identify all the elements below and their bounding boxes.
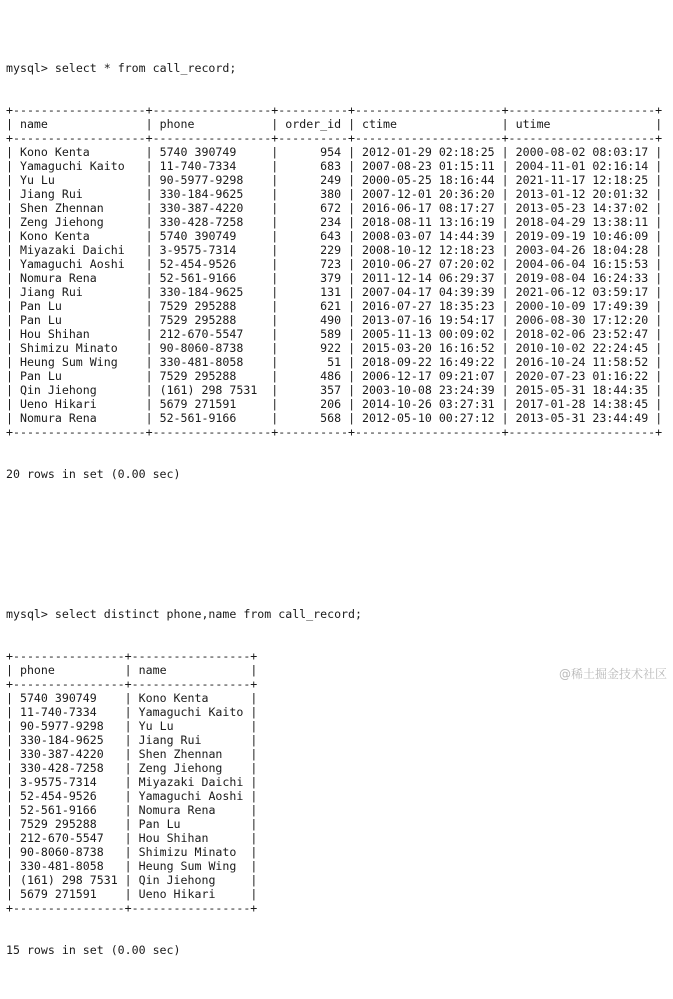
query2-table-cell: 90-8060-8738: [19, 845, 118, 859]
query1-table-cell: 249: [285, 173, 342, 187]
query1-block: [6, 33, 662, 509]
query1-table-cell: Shimizu Minato: [19, 341, 139, 355]
query1-table-cell: 2021-11-17 12:18:25: [515, 173, 649, 187]
query1-table-row: | Zeng Jiehong | 330-428-7258 | 234 | 2018-08-11 13:16:19 | 2018-04-29 13:38:11 |: [6, 215, 663, 229]
query1-table-cell: 3-9575-7314: [159, 243, 265, 257]
query2-table-cell: 3-9575-7314: [19, 775, 118, 789]
query2-table-header-row: | phone | name |: [6, 663, 258, 677]
query2-sql: select distinct phone,name from call_record;: [54, 607, 362, 621]
query2-table-cell: Qin Jiehong: [138, 873, 244, 887]
query1-table-cell: 723: [285, 257, 342, 271]
query1-table-row: | Shimizu Minato | 90-8060-8738 | 922 | 2015-03-20 16:16:52 | 2010-10-02 22:24:45 |: [6, 341, 663, 355]
query1-table-row: | Pan Lu | 7529 295288 | 486 | 2006-12-17 09:21:07 | 2020-07-23 01:16:22 |: [6, 369, 663, 383]
query1-table-column-header: phone: [159, 117, 265, 131]
query2-table-cell: 7529 295288: [19, 817, 118, 831]
query1-table-cell: 2008-10-12 12:18:23: [362, 243, 495, 257]
query2-table-border-bottom: +----------------+-----------------+: [6, 901, 258, 915]
query1-table-cell: 357: [285, 383, 342, 397]
query1-table-cell: 229: [285, 243, 342, 257]
query1-table-cell: Yamaguchi Kaito: [19, 159, 139, 173]
query1-table-cell: Pan Lu: [19, 313, 139, 327]
query1-table-cell: 2018-09-22 16:49:22: [362, 355, 495, 369]
blank-line: [6, 537, 662, 551]
query1-table-cell: 51: [285, 355, 342, 369]
query1-table-cell: 2008-03-07 14:44:39: [362, 229, 495, 243]
query1-table-cell: 212-670-5547: [159, 327, 265, 341]
query1-table-row: | Nomura Rena | 52-561-9166 | 379 | 2011-12-14 06:29:37 | 2019-08-04 16:24:33 |: [6, 271, 663, 285]
query1-table-cell: 2016-06-17 08:17:27: [362, 201, 495, 215]
query1-table-cell: 683: [285, 159, 342, 173]
query1-table-row: | Pan Lu | 7529 295288 | 621 | 2016-07-27 18:35:23 | 2000-10-09 17:49:39 |: [6, 299, 663, 313]
query2-table-row: | 330-184-9625 | Jiang Rui |: [6, 733, 258, 747]
query1-table-cell: (161) 298 7531: [159, 383, 265, 397]
query1-sql: select * from call_record;: [54, 61, 237, 75]
query1-table-cell: 2003-04-26 18:04:28: [515, 243, 649, 257]
query1-table-cell: 2016-10-24 11:58:52: [515, 355, 649, 369]
query1-table-cell: 5679 271591: [159, 397, 265, 411]
query1-table-row: | Pan Lu | 7529 295288 | 490 | 2013-07-16 19:54:17 | 2006-08-30 17:12:20 |: [6, 313, 663, 327]
query2-table-cell: Hou Shihan: [138, 831, 244, 845]
query2-table-row: | 90-5977-9298 | Yu Lu |: [6, 719, 258, 733]
query2-table-cell: 5740 390749: [19, 691, 118, 705]
query1-table-cell: 2007-12-01 20:36:20: [362, 187, 495, 201]
query1-table-cell: 2018-04-29 13:38:11: [515, 215, 649, 229]
query1-table-cell: 330-387-4220: [159, 201, 265, 215]
query1-table-cell: 672: [285, 201, 342, 215]
query1-table-cell: 52-561-9166: [159, 411, 265, 425]
query2-table-cell: 90-5977-9298: [19, 719, 118, 733]
query1-table-column-header: ctime: [362, 117, 495, 131]
query1-table-row: | Kono Kenta | 5740 390749 | 643 | 2008-03-07 14:44:39 | 2019-09-19 10:46:09 |: [6, 229, 663, 243]
query1-table-cell: 330-184-9625: [159, 187, 265, 201]
query1-table-cell: 589: [285, 327, 342, 341]
query2-table-cell: 330-387-4220: [19, 747, 118, 761]
query2-table-cell: 330-428-7258: [19, 761, 118, 775]
query2-table-cell: Zeng Jiehong: [138, 761, 244, 775]
query2-table-cell: Miyazaki Daichi: [138, 775, 244, 789]
watermark-text: @稀土掘金技术社区: [558, 667, 667, 681]
query1-table-cell: Miyazaki Daichi: [19, 243, 139, 257]
query1-table-cell: 2010-06-27 07:20:02: [362, 257, 495, 271]
query1-table-cell: 7529 295288: [159, 299, 265, 313]
query2-table-cell: 212-670-5547: [19, 831, 118, 845]
query1-result-table: [6, 103, 662, 439]
query1-table-cell: Qin Jiehong: [19, 383, 139, 397]
query1-table-cell: 2003-10-08 23:24:39: [362, 383, 495, 397]
query1-table-row: | Ueno Hikari | 5679 271591 | 206 | 2014-10-26 03:27:31 | 2017-01-28 14:38:45 |: [6, 397, 663, 411]
query2-table-row: | (161) 298 7531 | Qin Jiehong |: [6, 873, 258, 887]
query2-table-cell: 330-481-8058: [19, 859, 118, 873]
query1-table-cell: 90-5977-9298: [159, 173, 265, 187]
query2-prompt: mysql>: [6, 607, 55, 621]
query1-table-cell: 234: [285, 215, 342, 229]
query2-table-cell: 52-561-9166: [19, 803, 118, 817]
query2-table-row: | 52-561-9166 | Nomura Rena |: [6, 803, 258, 817]
query1-table-border-bottom: +-------------------+-----------------+----------+---------------------+---------------------+: [6, 425, 663, 439]
query1-table-row: | Kono Kenta | 5740 390749 | 954 | 2012-01-29 02:18:25 | 2000-08-02 08:03:17 |: [6, 145, 663, 159]
query1-table-cell: 2012-05-10 00:27:12: [362, 411, 495, 425]
query1-table-column-header: order_id: [285, 117, 342, 131]
query1-table-cell: 2017-01-28 14:38:45: [515, 397, 649, 411]
query1-table-cell: 2016-07-27 18:35:23: [362, 299, 495, 313]
query1-table-border-header: +-------------------+-----------------+----------+---------------------+---------------------+: [6, 131, 663, 145]
query1-table-row: | Shen Zhennan | 330-387-4220 | 672 | 2016-06-17 08:17:27 | 2013-05-23 14:37:02 |: [6, 201, 663, 215]
query1-table-cell: 2018-08-11 13:16:19: [362, 215, 495, 229]
query1-table-row: | Yu Lu | 90-5977-9298 | 249 | 2000-05-25 18:16:44 | 2021-11-17 12:18:25 |: [6, 173, 663, 187]
terminal-output: [6, 5, 662, 999]
query1-table-cell: Heung Sum Wing: [19, 355, 139, 369]
query2-table-row: | 5679 271591 | Ueno Hikari |: [6, 887, 258, 901]
query1-table-cell: 379: [285, 271, 342, 285]
query1-footer: 20 rows in set (0.00 sec): [6, 467, 181, 481]
query1-table-cell: Nomura Rena: [19, 271, 139, 285]
query1-table-cell: 643: [285, 229, 342, 243]
query1-table-cell: 2013-07-16 19:54:17: [362, 313, 495, 327]
query2-block: [6, 579, 662, 985]
query1-table-cell: Nomura Rena: [19, 411, 139, 425]
query2-table-cell: Ueno Hikari: [138, 887, 244, 901]
query2-table-cell: 330-184-9625: [19, 733, 118, 747]
query1-table-row: | Yamaguchi Aoshi | 52-454-9526 | 723 | 2010-06-27 07:20:02 | 2004-06-04 16:15:53 |: [6, 257, 663, 271]
query1-table-cell: 2010-10-02 22:24:45: [515, 341, 649, 355]
query2-table-cell: 5679 271591: [19, 887, 118, 901]
query1-table-row: | Miyazaki Daichi | 3-9575-7314 | 229 | 2008-10-12 12:18:23 | 2003-04-26 18:04:28 |: [6, 243, 663, 257]
query1-table-cell: 330-481-8058: [159, 355, 265, 369]
query1-table-cell: 206: [285, 397, 342, 411]
query1-table-cell: 2012-01-29 02:18:25: [362, 145, 495, 159]
query2-result-table: [6, 649, 662, 915]
query1-prompt: mysql>: [6, 61, 55, 75]
query1-table-cell: 2006-08-30 17:12:20: [515, 313, 649, 327]
query2-table-cell: Yamaguchi Aoshi: [138, 789, 244, 803]
query1-table-cell: Jiang Rui: [19, 187, 139, 201]
query1-table-cell: 2000-08-02 08:03:17: [515, 145, 649, 159]
query2-table-cell: 52-454-9526: [19, 789, 118, 803]
query1-table-cell: 2011-12-14 06:29:37: [362, 271, 495, 285]
query1-table-cell: 330-184-9625: [159, 285, 265, 299]
query2-table-row: | 5740 390749 | Kono Kenta |: [6, 691, 258, 705]
query1-table-cell: 2020-07-23 01:16:22: [515, 369, 649, 383]
query1-table-cell: 2013-01-12 20:01:32: [515, 187, 649, 201]
query1-table-cell: 11-740-7334: [159, 159, 265, 173]
query1-table-cell: Zeng Jiehong: [19, 215, 139, 229]
query1-table-row: | Jiang Rui | 330-184-9625 | 380 | 2007-12-01 20:36:20 | 2013-01-12 20:01:32 |: [6, 187, 663, 201]
query2-table-cell: Kono Kenta: [138, 691, 244, 705]
query1-table-cell: 2004-06-04 16:15:53: [515, 257, 649, 271]
query2-table-row: | 3-9575-7314 | Miyazaki Daichi |: [6, 775, 258, 789]
query2-table-row: | 330-387-4220 | Shen Zhennan |: [6, 747, 258, 761]
query1-table-cell: Pan Lu: [19, 299, 139, 313]
query1-table-cell: 52-454-9526: [159, 257, 265, 271]
query1-table-border-top: +-------------------+-----------------+----------+---------------------+---------------------+: [6, 103, 663, 117]
query1-table-cell: 954: [285, 145, 342, 159]
query1-table-cell: Kono Kenta: [19, 229, 139, 243]
query1-table-cell: 2014-10-26 03:27:31: [362, 397, 495, 411]
query1-table-cell: 2000-10-09 17:49:39: [515, 299, 649, 313]
query2-table-column-header: phone: [19, 663, 118, 677]
query1-table-cell: Hou Shihan: [19, 327, 139, 341]
query2-table-border-top: +----------------+-----------------+: [6, 649, 258, 663]
query2-table-row: | 212-670-5547 | Hou Shihan |: [6, 831, 258, 845]
query2-table-cell: Nomura Rena: [138, 803, 244, 817]
query1-table-row: | Yamaguchi Kaito | 11-740-7334 | 683 | 2007-08-23 01:15:11 | 2004-11-01 02:16:14 |: [6, 159, 663, 173]
query1-table-row: | Hou Shihan | 212-670-5547 | 589 | 2005-11-13 00:09:02 | 2018-02-06 23:52:47 |: [6, 327, 663, 341]
query1-table-cell: 2007-08-23 01:15:11: [362, 159, 495, 173]
query2-table-row: | 90-8060-8738 | Shimizu Minato |: [6, 845, 258, 859]
query2-table-cell: Pan Lu: [138, 817, 244, 831]
query1-table-cell: 2007-04-17 04:39:39: [362, 285, 495, 299]
query1-table-cell: 568: [285, 411, 342, 425]
query1-table-cell: Jiang Rui: [19, 285, 139, 299]
query1-table-cell: 490: [285, 313, 342, 327]
query1-table-cell: 2018-02-06 23:52:47: [515, 327, 649, 341]
query1-table-column-header: utime: [515, 117, 649, 131]
query1-table-cell: 2019-09-19 10:46:09: [515, 229, 649, 243]
query2-table-cell: (161) 298 7531: [19, 873, 118, 887]
query1-table-cell: 52-561-9166: [159, 271, 265, 285]
query1-table-cell: 2004-11-01 02:16:14: [515, 159, 649, 173]
query2-table-row: | 330-428-7258 | Zeng Jiehong |: [6, 761, 258, 775]
query2-command-line: [6, 607, 662, 621]
query1-table-cell: 621: [285, 299, 342, 313]
query1-table-cell: Yu Lu: [19, 173, 139, 187]
query1-table-header-row: | name | phone | order_id | ctime | utime |: [6, 117, 663, 131]
query2-table-cell: Shimizu Minato: [138, 845, 244, 859]
query1-table-cell: 131: [285, 285, 342, 299]
query2-table-border-header: +----------------+-----------------+: [6, 677, 258, 691]
query1-table-cell: 5740 390749: [159, 229, 265, 243]
query1-table-cell: 7529 295288: [159, 313, 265, 327]
query1-table-cell: Yamaguchi Aoshi: [19, 257, 139, 271]
query1-table-row: | Jiang Rui | 330-184-9625 | 131 | 2007-04-17 04:39:39 | 2021-06-12 03:59:17 |: [6, 285, 663, 299]
query1-table-cell: 2005-11-13 00:09:02: [362, 327, 495, 341]
query2-table-cell: Yamaguchi Kaito: [138, 705, 244, 719]
query1-table-cell: 2013-05-23 14:37:02: [515, 201, 649, 215]
query1-table-cell: 2000-05-25 18:16:44: [362, 173, 495, 187]
query2-table-row: | 52-454-9526 | Yamaguchi Aoshi |: [6, 789, 258, 803]
query2-table-cell: 11-740-7334: [19, 705, 118, 719]
query1-table-cell: Kono Kenta: [19, 145, 139, 159]
query1-table-cell: 2006-12-17 09:21:07: [362, 369, 495, 383]
query1-table-cell: Pan Lu: [19, 369, 139, 383]
query1-table-cell: 2015-03-20 16:16:52: [362, 341, 495, 355]
query1-table-cell: 2013-05-31 23:44:49: [515, 411, 649, 425]
query1-table-cell: 90-8060-8738: [159, 341, 265, 355]
query1-table-cell: Shen Zhennan: [19, 201, 139, 215]
query2-table-column-header: name: [138, 663, 244, 677]
query1-table-row: | Nomura Rena | 52-561-9166 | 568 | 2012-05-10 00:27:12 | 2013-05-31 23:44:49 |: [6, 411, 663, 425]
query2-table-cell: Shen Zhennan: [138, 747, 244, 761]
query1-table-cell: 2019-08-04 16:24:33: [515, 271, 649, 285]
query1-table-cell: 2021-06-12 03:59:17: [515, 285, 649, 299]
query1-table-cell: 922: [285, 341, 342, 355]
query1-table-cell: 330-428-7258: [159, 215, 265, 229]
query2-table-row: | 7529 295288 | Pan Lu |: [6, 817, 258, 831]
query1-table-cell: Ueno Hikari: [19, 397, 139, 411]
query2-table-cell: Heung Sum Wing: [138, 859, 244, 873]
query1-table-row: | Heung Sum Wing | 330-481-8058 | 51 | 2018-09-22 16:49:22 | 2016-10-24 11:58:52 |: [6, 355, 663, 369]
query1-table-cell: 380: [285, 187, 342, 201]
query2-table-cell: Jiang Rui: [138, 733, 244, 747]
query1-table-cell: 2015-05-31 18:44:35: [515, 383, 649, 397]
query1-table-cell: 486: [285, 369, 342, 383]
query2-table-cell: Yu Lu: [138, 719, 244, 733]
query1-table-row: | Qin Jiehong | (161) 298 7531 | 357 | 2003-10-08 23:24:39 | 2015-05-31 18:44:35 |: [6, 383, 663, 397]
query2-table-row: | 11-740-7334 | Yamaguchi Kaito |: [6, 705, 258, 719]
query1-table-cell: 7529 295288: [159, 369, 265, 383]
query1-command-line: [6, 61, 662, 75]
query1-table-cell: 5740 390749: [159, 145, 265, 159]
query1-table-column-header: name: [19, 117, 139, 131]
query2-table-row: | 330-481-8058 | Heung Sum Wing |: [6, 859, 258, 873]
query2-footer: 15 rows in set (0.00 sec): [6, 943, 181, 957]
